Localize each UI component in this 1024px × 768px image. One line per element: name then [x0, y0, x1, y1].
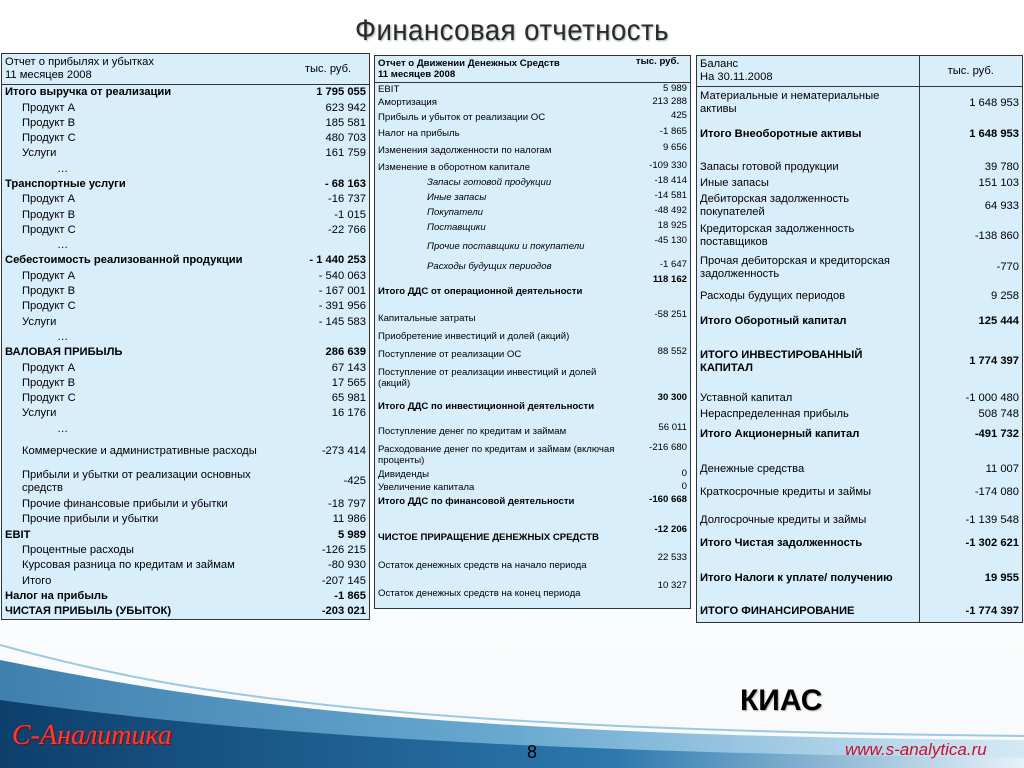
balance-row-value [919, 334, 1022, 344]
pnl-row [2, 253, 369, 268]
cashflow-row-value: -45 130 [654, 235, 687, 246]
balance-row [697, 221, 1022, 251]
pnl-row [2, 269, 369, 284]
pnl-row-label: Продукт C [22, 132, 76, 145]
balance-row-label: Уставной капитал [700, 391, 793, 404]
cashflow-row-value: 5 989 [662, 83, 687, 94]
pnl-row-label: Услуги [22, 407, 57, 420]
pnl-row [2, 467, 369, 497]
cashflow-row-value: 0 [681, 468, 687, 479]
cashflow-row-label: Капитальные затраты [378, 312, 476, 324]
cashflow-row-value: 9 656 [662, 142, 687, 153]
cashflow-row-value: -216 680 [649, 442, 687, 453]
cashflow-row-value: -58 251 [654, 309, 687, 320]
cashflow-row-value: 22 533 [657, 552, 687, 563]
cashflow-row-label [375, 510, 625, 524]
balance-row-value: 125 444 [919, 309, 1022, 334]
pnl-row [2, 558, 369, 573]
cashflow-row-label: Поставщики [427, 221, 486, 233]
pnl-row-value: -425 [343, 475, 366, 488]
pnl-row-value: - 68 163 [324, 177, 366, 190]
pnl-row-label: Продукт B [22, 376, 76, 389]
pnl-row [2, 284, 369, 299]
balance-row [697, 600, 1022, 622]
cash-flow-period: 11 месяцев 2008 [378, 69, 456, 80]
balance-row-label [697, 379, 919, 390]
pnl-row [2, 573, 369, 588]
balance-row [697, 566, 1022, 590]
balance-sheet-table [696, 55, 1023, 623]
cashflow-row-value: 56 011 [658, 422, 687, 433]
pnl-row [2, 85, 369, 101]
balance-row-label: Денежные средства [700, 462, 805, 475]
pnl-row [2, 527, 369, 542]
pnl-row [2, 116, 369, 131]
website-link[interactable]: www.s-analytica.ru [845, 740, 987, 759]
cashflow-row [375, 142, 690, 160]
balance-row [697, 590, 1022, 600]
cashflow-row-label: Поступление от реализации инвестиций и долей (акций) [378, 366, 597, 389]
cashflow-row-label: Приобретение инвестиций и долей (акций) [378, 331, 570, 343]
cashflow-row-value: 88 552 [657, 346, 687, 357]
balance-row [697, 87, 1022, 120]
balance-row [697, 390, 1022, 406]
pnl-row-value: - 1 440 253 [309, 254, 366, 267]
cashflow-row-label: Прибыль и убыток от реализации ОС [378, 112, 546, 124]
pnl-row [2, 177, 369, 192]
pnl-row-label: Итого [22, 574, 52, 587]
cashflow-row-label: Итого ДДС от операционной деятельности [378, 285, 583, 297]
cashflow-row-label: Изменения задолженности по налогам [378, 145, 552, 157]
cashflow-row [375, 524, 690, 552]
pnl-row-value: 1 795 055 [316, 86, 366, 99]
balance-sheet-date: На 30.11.2008 [700, 71, 773, 83]
pnl-row [2, 512, 369, 527]
pnl-row [2, 207, 369, 222]
balance-row-value: 11 007 [919, 457, 1022, 481]
pnl-row-value: - 391 956 [318, 300, 366, 313]
balance-row-label: Материальные и нематериальные активы [700, 90, 880, 115]
pnl-row [2, 406, 369, 421]
page-title: Финансовая отчетность [355, 14, 669, 47]
pnl-row-value: -273 414 [321, 445, 366, 458]
pnl-row-label: Продукт A [22, 269, 76, 282]
cashflow-row [375, 83, 690, 97]
pnl-row-value: - 145 583 [318, 315, 366, 328]
cashflow-row-label: Остаток денежных средств на конец периода [378, 588, 581, 600]
balance-row [697, 344, 1022, 379]
balance-row [697, 422, 1022, 446]
pnl-row-value: - 167 001 [318, 285, 366, 298]
cashflow-row [375, 259, 690, 274]
balance-row-label [697, 446, 919, 457]
balance-row-label: Нераспределенная прибыль [700, 407, 849, 420]
pnl-row-value: -18 797 [328, 498, 366, 511]
balance-row [697, 309, 1022, 334]
cashflow-row-value: -109 330 [649, 160, 687, 171]
cashflow-row-value: -12 206 [654, 524, 687, 535]
pnl-row-value: 480 703 [325, 132, 366, 145]
cashflow-row [375, 126, 690, 142]
cashflow-row [375, 494, 690, 510]
pnl-row-label: … [57, 239, 69, 252]
cashflow-row [375, 190, 690, 205]
cashflow-row-value: 30 300 [657, 392, 687, 403]
pnl-row-label: Продукт C [22, 223, 76, 236]
pnl-row-value: 286 639 [325, 346, 366, 359]
cashflow-row-value [625, 364, 690, 392]
cashflow-row [375, 552, 690, 580]
cashflow-row-label: Покупатели [427, 206, 483, 218]
balance-row [697, 531, 1022, 556]
pnl-row-label: … [57, 330, 69, 343]
company-logo: С-Аналитика [12, 720, 172, 751]
balance-row-label: Запасы готовой продукции [700, 161, 839, 174]
pnl-row-value [287, 238, 369, 253]
balance-row-value [919, 446, 1022, 457]
cashflow-row [375, 468, 690, 481]
cashflow-row-value: 18 925 [657, 220, 687, 231]
balance-row [697, 251, 1022, 284]
pnl-row [2, 391, 369, 406]
balance-row [697, 556, 1022, 566]
pnl-row-label: Услуги [22, 315, 57, 328]
balance-row [697, 284, 1022, 309]
pnl-row-value: 5 989 [338, 528, 366, 541]
balance-row-label: Итого Внеоборотные активы [700, 127, 862, 140]
cashflow-row-label: Увеличение капитала [378, 481, 475, 493]
cashflow-row [375, 160, 690, 175]
pnl-row-value: -203 021 [321, 605, 366, 618]
pnl-row [2, 223, 369, 238]
pnl-row-value: 65 981 [331, 392, 366, 405]
pnl-row-value [287, 161, 369, 176]
pnl-row-value [287, 330, 369, 345]
balance-row-value: -138 860 [919, 221, 1022, 251]
pnl-row [2, 314, 369, 329]
pnl-row-label: Прибыли и убытки от реализации основных средств [22, 468, 251, 494]
cashflow-row-label: Амортизация [378, 97, 437, 109]
balance-row-value: 1 648 953 [919, 87, 1022, 120]
pnl-row-label: Прочие финансовые прибыли и убытки [22, 498, 228, 511]
balance-row [697, 334, 1022, 344]
balance-row-value: 9 258 [919, 284, 1022, 309]
cashflow-row-value: -1 647 [659, 259, 687, 270]
cashflow-row-value: 0 [681, 481, 687, 492]
balance-row-value: -1 774 397 [919, 600, 1022, 622]
pnl-row-label: Услуги [22, 147, 57, 160]
cashflow-row-label: Налог на прибыль [378, 128, 460, 140]
cashflow-row-label: Иные запасы [427, 191, 487, 203]
pnl-row-value: 17 565 [331, 376, 366, 389]
balance-row [697, 379, 1022, 390]
cashflow-row-value: -18 414 [654, 175, 687, 186]
income-statement-title: Отчет о прибылях и убытках [5, 56, 154, 69]
pnl-row-label: Продукт B [22, 208, 76, 221]
pnl-row [2, 437, 369, 467]
pnl-row-value: -16 737 [328, 193, 366, 206]
cashflow-row-value: -14 581 [654, 190, 687, 201]
cashflow-row-value: -48 492 [654, 205, 687, 216]
balance-row-value: -770 [919, 251, 1022, 284]
cashflow-row [375, 481, 690, 494]
balance-row-value: 64 933 [919, 191, 1022, 221]
balance-row-label: Итого Оборотный капитал [700, 315, 847, 328]
pnl-row-value: 623 942 [325, 101, 366, 114]
pnl-row-label: … [57, 422, 69, 435]
cashflow-row-value: -1 865 [659, 126, 687, 137]
pnl-row-label: Транспортные услуги [5, 177, 126, 190]
cashflow-row [375, 220, 690, 235]
balance-row-value: -1 302 621 [919, 531, 1022, 556]
cashflow-row [375, 309, 690, 328]
pnl-row [2, 192, 369, 207]
cashflow-row-label: Расходование денег по кредитам и займам (включая проценты) [378, 443, 615, 466]
pnl-row-label: Продукт A [22, 193, 76, 206]
cash-flow-table [374, 55, 691, 609]
balance-row-label: Дебиторская задолженность покупателей [700, 193, 850, 218]
balance-sheet-title: Баланс [700, 58, 739, 71]
pnl-row-label: Налог на прибыль [5, 589, 108, 602]
balance-row-label: Прочая дебиторская и кредиторская задолженность [700, 254, 890, 280]
cashflow-row-value [625, 328, 690, 346]
pnl-row-value: 161 759 [325, 147, 366, 160]
cashflow-row [375, 235, 690, 259]
balance-row-value: -1 000 480 [919, 390, 1022, 406]
balance-row-value: 1 774 397 [919, 344, 1022, 379]
cashflow-row [375, 205, 690, 220]
balance-row [697, 446, 1022, 457]
pnl-row [2, 497, 369, 512]
cashflow-row-label: Дивиденды [378, 468, 430, 480]
cashflow-row-label: ЧИСТОЕ ПРИРАЩЕНИЕ ДЕНЕЖНЫХ СРЕДСТВ [378, 532, 599, 544]
pnl-row-label: Продукт C [22, 392, 76, 405]
pnl-row [2, 543, 369, 558]
cashflow-row-label: Изменение в оборотном капитале [378, 161, 531, 173]
balance-row-label [697, 149, 919, 159]
pnl-row-value: 67 143 [331, 361, 366, 374]
balance-row-label: Итого Акционерный капитал [700, 427, 860, 440]
pnl-row-label: ЧИСТАЯ ПРИБЫЛЬ (УБЫТОК) [5, 605, 172, 618]
pnl-row-label: ВАЛОВАЯ ПРИБЫЛЬ [5, 346, 123, 359]
balance-sheet-unit: тыс. руб. [919, 56, 1022, 87]
cashflow-row [375, 422, 690, 442]
cashflow-row-label: Расходы будущих периодов [427, 260, 552, 272]
balance-row-value: 19 955 [919, 566, 1022, 590]
cashflow-row-label: Итого ДДС по финансовой деятельности [378, 496, 575, 508]
pnl-row-value: -1 015 [334, 208, 366, 221]
pnl-row [2, 376, 369, 391]
pnl-row-label: Продукт A [22, 361, 76, 374]
cashflow-row-value: 118 162 [652, 274, 687, 285]
pnl-row-label: Процентные расходы [22, 543, 134, 556]
pnl-row [2, 131, 369, 146]
cash-flow-title: Отчет о Движении Денежных Средств [378, 57, 560, 69]
pnl-row-value: -1 865 [334, 589, 366, 602]
balance-row-value [919, 590, 1022, 600]
income-statement-period: 11 месяцев 2008 [5, 69, 92, 81]
balance-row-label: Иные запасы [700, 177, 769, 190]
pnl-row [2, 100, 369, 115]
cashflow-row [375, 364, 690, 392]
balance-row-label: Краткосрочные кредиты и займы [700, 485, 872, 498]
balance-row-value: 508 748 [919, 406, 1022, 422]
brand-name: КИАС [740, 684, 823, 717]
pnl-row-value: -80 930 [328, 559, 366, 572]
balance-row-label: ИТОГО ИНВЕСТИРОВАННЫЙ КАПИТАЛ [700, 348, 863, 374]
balance-row [697, 509, 1022, 531]
balance-row [697, 457, 1022, 481]
balance-row-value: -174 080 [919, 481, 1022, 503]
cashflow-row [375, 328, 690, 346]
balance-row-value: 1 648 953 [919, 119, 1022, 149]
cashflow-row [375, 510, 690, 524]
balance-row-label: Итого Налоги к уплате/ получению [700, 571, 893, 584]
balance-row [697, 159, 1022, 176]
cashflow-row-value: 213 288 [652, 96, 687, 107]
pnl-row-label: Курсовая разница по кредитам и займам [22, 559, 235, 572]
pnl-row [2, 161, 369, 176]
balance-row-label [697, 556, 919, 566]
cashflow-row-label: Прочие поставщики и покупатели [427, 241, 585, 253]
pnl-row-label: Продукт C [22, 300, 76, 313]
cashflow-row-value: 425 [670, 110, 687, 121]
pnl-row [2, 604, 369, 619]
cashflow-row-label: EBIT [378, 83, 400, 95]
pnl-row-value: 16 176 [331, 407, 366, 420]
cashflow-row [375, 346, 690, 364]
cashflow-row-label: Поступление от реализации ОС [378, 349, 522, 361]
cashflow-row [375, 274, 690, 309]
cashflow-row-label: Итого ДДС по инвестиционной деятельности [378, 401, 595, 413]
pnl-row-label: Коммерческие и административные расходы [22, 445, 257, 458]
pnl-row-label: Прочие прибыли и убытки [22, 513, 159, 526]
pnl-row-label: Продукт B [22, 116, 76, 129]
pnl-row-value: -207 145 [321, 574, 366, 587]
income-statement-header [2, 54, 369, 85]
page-number: 8 [527, 742, 538, 762]
pnl-row [2, 330, 369, 345]
pnl-row [2, 299, 369, 314]
balance-row [697, 176, 1022, 191]
balance-row-value: -1 139 548 [919, 509, 1022, 531]
pnl-row-label: Итого выручка от реализации [5, 86, 172, 99]
balance-row-label: ИТОГО ФИНАНСИРОВАНИЕ [700, 604, 855, 617]
pnl-row-value: -126 215 [321, 543, 366, 556]
balance-row-value: 39 780 [919, 159, 1022, 176]
cashflow-row-value: 10 327 [657, 580, 687, 591]
balance-row [697, 406, 1022, 422]
cashflow-row [375, 442, 690, 468]
balance-sheet-header [697, 56, 1022, 87]
cashflow-row [375, 175, 690, 190]
balance-row-label: Кредиторская задолженность поставщиков [700, 223, 855, 248]
cashflow-row-label: Запасы готовой продукции [427, 176, 552, 188]
balance-row-value [919, 379, 1022, 390]
pnl-row [2, 146, 369, 161]
pnl-row [2, 589, 369, 604]
balance-row-label: Расходы будущих периодов [700, 290, 846, 303]
pnl-row-label: Себестоимость реализованной продукции [5, 254, 243, 267]
balance-row-value [919, 149, 1022, 159]
balance-row-value: -491 732 [919, 422, 1022, 446]
income-statement-table [1, 53, 370, 620]
pnl-row [2, 360, 369, 375]
pnl-row [2, 238, 369, 253]
pnl-row [2, 345, 369, 360]
cashflow-row-label: Остаток денежных средств на начало периода [378, 560, 587, 572]
pnl-row-value: 185 581 [325, 116, 366, 129]
pnl-row-value: -22 766 [328, 223, 366, 236]
pnl-row-value: 11 986 [332, 513, 366, 526]
pnl-row [2, 422, 369, 437]
pnl-row-value: - 540 063 [318, 269, 366, 282]
cash-flow-unit: тыс. руб. [625, 56, 690, 83]
cashflow-row [375, 580, 690, 608]
balance-row [697, 191, 1022, 221]
balance-row-value [919, 556, 1022, 566]
pnl-row-label: EBIT [5, 528, 31, 541]
pnl-row-value [287, 422, 369, 437]
pnl-row-label: Продукт A [22, 101, 76, 114]
balance-row-label: Долгосрочные кредиты и займы [700, 513, 867, 526]
cashflow-row-value [625, 510, 690, 524]
balance-row-label: Итого Чистая задолженность [700, 537, 863, 550]
cash-flow-header [375, 56, 690, 83]
balance-row [697, 149, 1022, 159]
pnl-row-label: Продукт B [22, 285, 76, 298]
cashflow-row-value: -160 668 [649, 494, 687, 505]
income-statement-unit: тыс. руб. [287, 54, 369, 85]
balance-row [697, 481, 1022, 503]
balance-row-label [697, 590, 919, 600]
balance-row [697, 119, 1022, 149]
cashflow-row [375, 110, 690, 126]
balance-row-value: 151 103 [919, 176, 1022, 191]
pnl-row-label: … [57, 162, 69, 175]
cashflow-row [375, 392, 690, 422]
cashflow-row-label: Поступление денег по кредитам и займам [378, 426, 567, 438]
cashflow-row [375, 96, 690, 110]
balance-row-label [697, 334, 919, 344]
